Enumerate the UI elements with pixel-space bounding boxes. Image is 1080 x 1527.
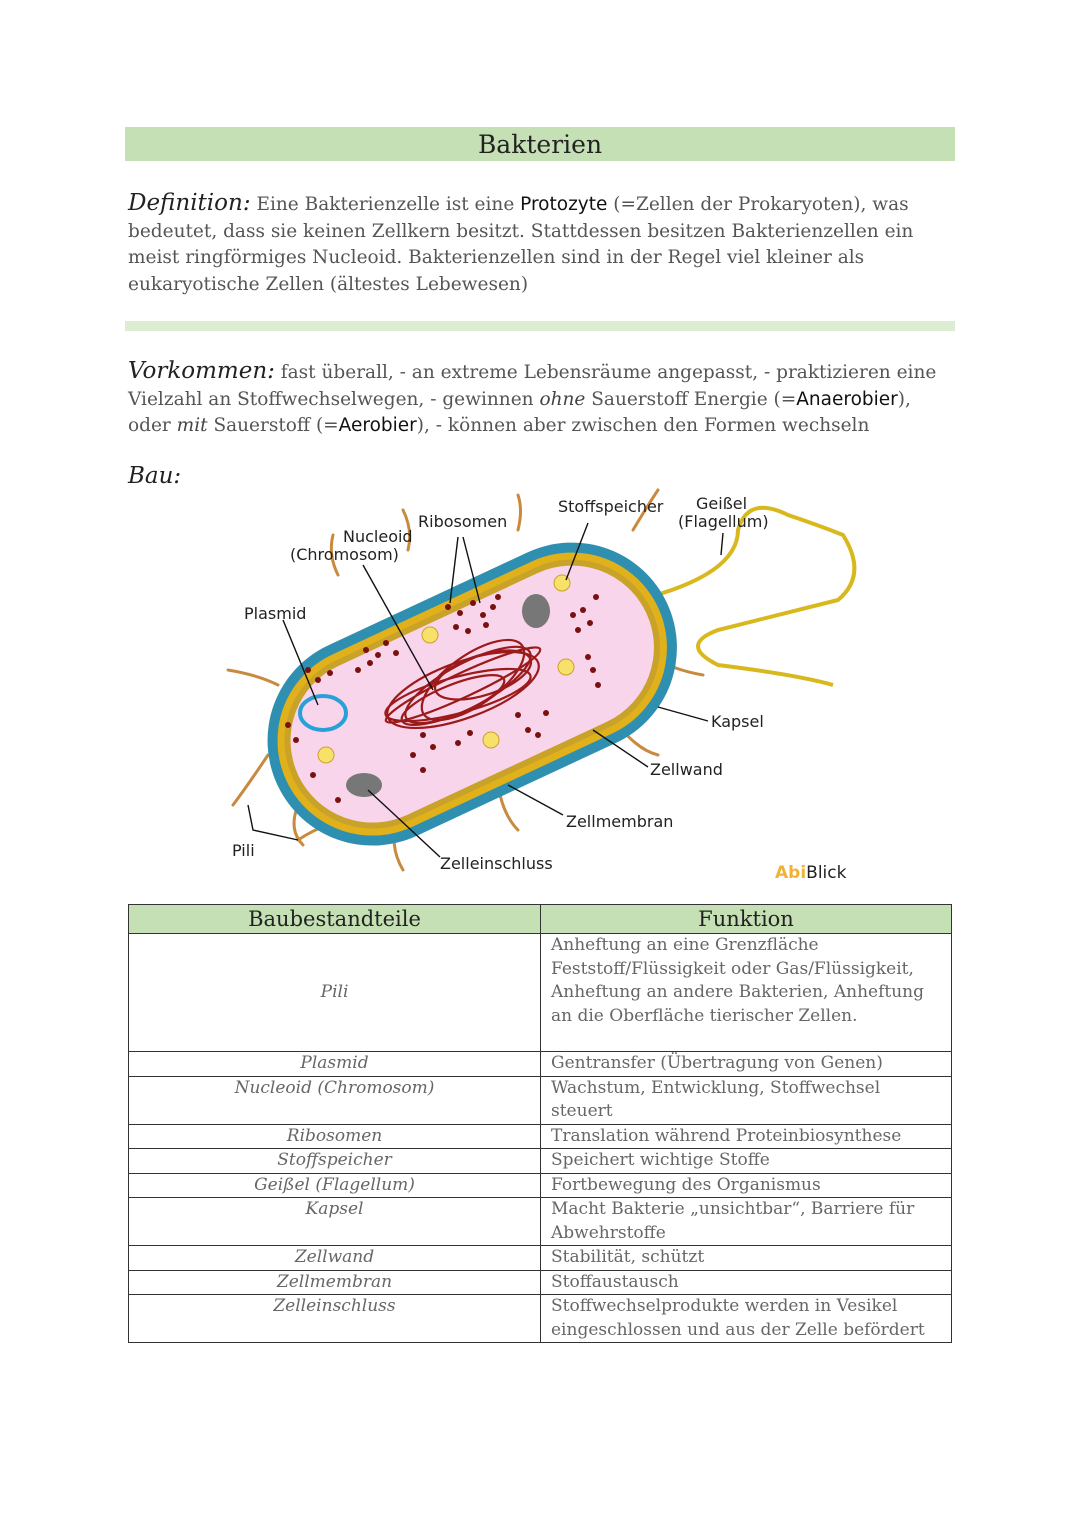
label-zellmembran: Zellmembran — [566, 812, 674, 831]
bau-heading: Bau: — [128, 463, 182, 489]
label-zelleinschluss: Zelleinschluss — [440, 854, 553, 873]
vorkommen-text-2: Sauerstoff Energie (= — [585, 388, 797, 410]
bacterium-diagram — [218, 485, 868, 885]
table-row — [129, 1052, 952, 1077]
label-plasmid: Plasmid — [244, 604, 307, 623]
emphasis-ohne: ohne — [539, 388, 586, 410]
vorkommen-paragraph — [128, 358, 953, 440]
cell-part: Pili — [129, 934, 541, 1052]
cell-part: Nucleoid (Chromosom) — [129, 1076, 541, 1124]
label-chromosom: (Chromosom) — [290, 545, 399, 564]
cell-part: Zellmembran — [129, 1270, 541, 1295]
cell-function: Macht Bakterie „unsichtbar“, Barriere für Abwehrstoffe — [541, 1198, 952, 1246]
cell-function: Stoffaustausch — [541, 1270, 952, 1295]
label-flagellum: (Flagellum) — [678, 512, 769, 531]
header-funktion: Funktion — [541, 905, 952, 934]
definition-paragraph — [128, 190, 953, 298]
label-kapsel: Kapsel — [711, 712, 764, 731]
cell-part: Kapsel — [129, 1198, 541, 1246]
cell-function: Stoffwechselprodukte werden in Vesikel eingeschlossen und aus der Zelle befördert — [541, 1295, 952, 1343]
table-row — [129, 1149, 952, 1174]
cell-function: Anheftung an eine Grenzfläche Feststoff/Flüssigkeit oder Gas/Flüssigkeit, Anheftung an andere Bakterien, Anheftung an die Oberfläche tierischer Zellen. — [541, 934, 952, 1052]
label-pili: Pili — [232, 841, 255, 860]
table-row — [129, 1246, 952, 1271]
term-aerobier: Aerobier — [338, 415, 417, 436]
vorkommen-text-3: ), oder — [128, 388, 911, 436]
vorkommen-text-1: fast überall, - an extreme Lebensräume angepasst, - praktizieren eine Vielzahl an Stoffwechselwegen, - gewinnen — [128, 362, 937, 410]
table-row — [129, 1173, 952, 1198]
cell-function: Translation während Proteinbiosynthese — [541, 1124, 952, 1149]
section-divider — [125, 321, 955, 331]
cell-part: Zelleinschluss — [129, 1295, 541, 1343]
label-nucleoid: Nucleoid — [343, 527, 413, 546]
cell-part: Zellwand — [129, 1246, 541, 1271]
cell-function: Gentransfer (Übertragung von Genen) — [541, 1052, 952, 1077]
cell-part: Ribosomen — [129, 1124, 541, 1149]
vorkommen-text-5: ), - können aber zwischen den Formen wechseln — [416, 415, 870, 436]
label-ribosomen: Ribosomen — [418, 512, 508, 531]
vorkommen-text-4: Sauerstoff (= — [207, 415, 339, 436]
table-row — [129, 1124, 952, 1149]
inclusion-body-1 — [522, 594, 550, 628]
vorkommen-heading: Vorkommen: — [128, 358, 275, 384]
definition-text-2: (=Zellen der Prokaryoten), was bedeutet, dass sie keinen Zellkern besitzt. Stattdessen besitzen Bakterienzellen ein meist ringförmiges Nucleoid. Bakterienzellen sind in der Regel viel kleiner als eukaryotische Zellen (ältestes Lebewesen) — [128, 194, 914, 295]
table-row — [129, 1076, 952, 1124]
label-stoffspeicher: Stoffspeicher — [558, 497, 664, 516]
definition-heading: Definition: — [128, 190, 251, 216]
cell-function: Speichert wichtige Stoffe — [541, 1149, 952, 1174]
table-row — [129, 934, 952, 1052]
table-row — [129, 1295, 952, 1343]
cell-function: Stabilität, schützt — [541, 1246, 952, 1271]
header-baubestandteile: Baubestandteile — [129, 905, 541, 934]
table-header-row — [129, 905, 952, 934]
cell-part: Geißel (Flagellum) — [129, 1173, 541, 1198]
cell-part: Plasmid — [129, 1052, 541, 1077]
definition-text: Eine Bakterienzelle ist eine — [250, 194, 521, 215]
inclusion-body-2 — [346, 773, 382, 797]
emphasis-mit: mit — [176, 415, 208, 436]
cell-part: Stoffspeicher — [129, 1149, 541, 1174]
label-geissel: Geißel — [696, 494, 748, 513]
brand-logo: AbiBlick — [775, 863, 847, 883]
term-protozyte: Protozyte — [520, 194, 608, 215]
label-zellwand: Zellwand — [650, 760, 723, 779]
cell-function: Fortbewegung des Organismus — [541, 1173, 952, 1198]
function-table — [128, 904, 952, 1343]
page-title: Bakterien — [125, 127, 955, 161]
table-row — [129, 1270, 952, 1295]
term-anaerobier: Anaerobier — [796, 388, 898, 410]
table-row — [129, 1198, 952, 1246]
cell-function: Wachstum, Entwicklung, Stoffwechsel steuert — [541, 1076, 952, 1124]
